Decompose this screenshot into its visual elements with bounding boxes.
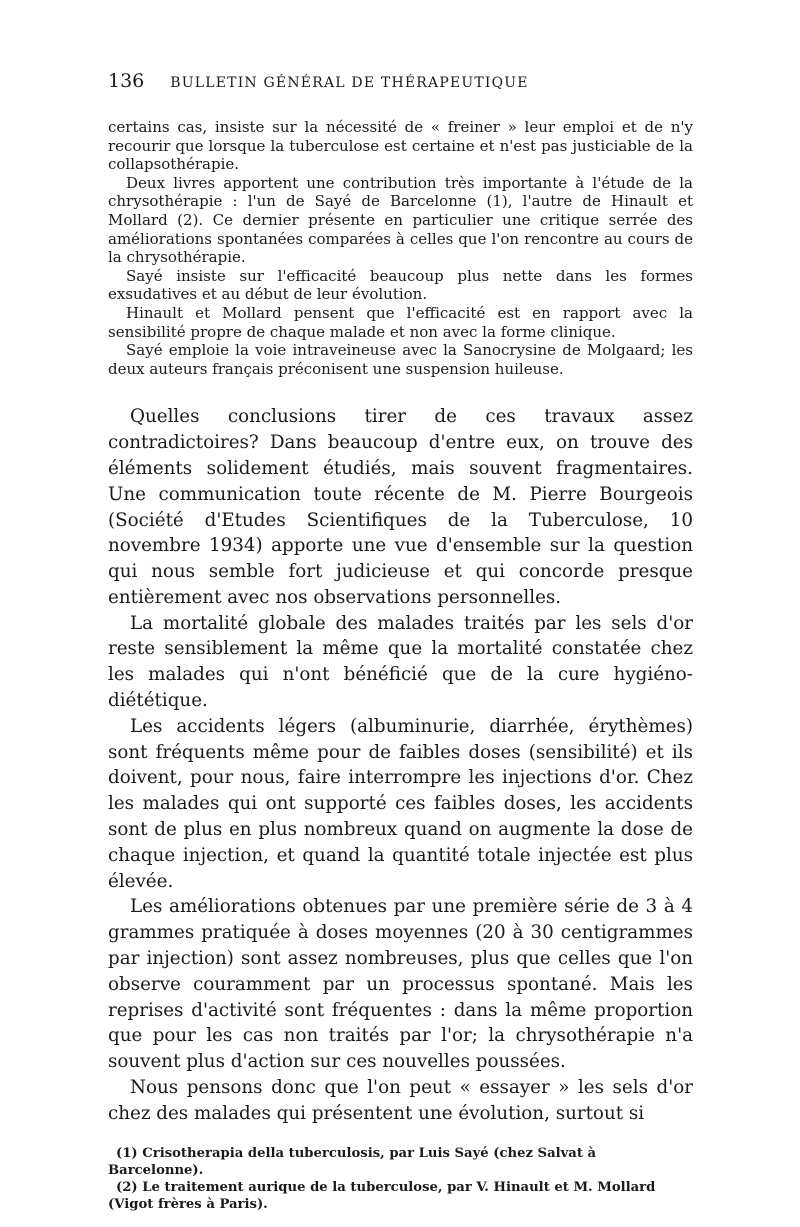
footnotes — [108, 1145, 693, 1213]
small-paragraph: certains cas, insiste sur la nécessité de « freiner » leur emploi et de n'y recourir que lorsque la tuberculose est certaine et n'est pas justiciable de la collapsothérapie. — [108, 118, 693, 174]
small-paragraph: Hinault et Mollard pensent que l'efficacité est en rapport avec la sensibilité propre de chaque malade et non avec la forme clinique. — [108, 303, 693, 341]
body-paragraph: Nous pensons donc que l'on peut « essayer » les sels d'or chez des malades qui présentent une évolution, surtout si — [108, 1077, 693, 1124]
small-print-section — [108, 118, 693, 378]
body-paragraph: Les améliorations obtenues par une première série de 3 à 4 grammes pratiquée à doses moyennes (20 à 30 centigrammes par injection) sont assez nombreuses, plus que celles que l'on observe couramment par un processus spontané. Mais les reprises d'activité sont fréquentes : dans la même proportion que pour les cas non traités par l'or; la chrysothérapie n'a souvent plus d'action sur ces nouvelles poussées. — [108, 896, 693, 1073]
footnote: (1) Crisotherapia della tuberculosis, par Luis Sayé (chez Salvat à Barcelonne). — [108, 1145, 597, 1178]
body-paragraph: Les accidents légers (albuminurie, diarrhée, érythèmes) sont fréquents même pour de faibles doses (sensibilité) et ils doivent, pour nous, faire interrompre les injections d'or. Chez les malades qui ont supporté ces faibles doses, les accidents sont de plus en plus nombreux quand on augmente la dose de chaque injection, et quand la quantité totale injectée est plus élevée. — [108, 715, 693, 892]
footnote: (2) Le traitement aurique de la tuberculose, par V. Hinault et M. Mollard (Vigot frères à Paris). — [108, 1179, 656, 1212]
small-paragraph: Sayé insiste sur l'efficacité beaucoup plus nette dans les formes exsudatives et au début de leur évolution. — [108, 266, 693, 304]
page-header — [108, 70, 693, 100]
body-paragraph: Quelles conclusions tirer de ces travaux assez contradictoires? Dans beaucoup d'entre eux, on trouve des éléments solidement étudiés, mais souvent fragmentaires. Une communication toute récente de M. Pierre Bourgeois (Société d'Etudes Scientifiques de la Tuberculose, 10 novembre 1934) apporte une vue d'ensemble sur la question qui nous semble fort judicieuse et qui concorde presque entièrement avec nos observations personnelles. — [108, 406, 693, 608]
small-paragraph: Sayé emploie la voie intraveineuse avec la Sanocrysine de Molgaard; les deux auteurs français préconisent une suspension huileuse. — [108, 341, 693, 378]
body-text-section — [108, 404, 693, 1126]
small-paragraph: Deux livres apportent une contribution très importante à l'étude de la chrysothérapie : l'un de Sayé de Barcelonne (1), l'autre de Hinault et Mollard (2). Ce dernier présente en particulier une critique serrée des améliorations spontanées comparées à celles que l'on rencontre au cours de la chrysothérapie. — [108, 173, 693, 267]
page-number: 136 — [108, 70, 145, 92]
running-title: BULLETIN GÉNÉRAL DE THÉRAPEUTIQUE — [170, 75, 529, 91]
body-paragraph: La mortalité globale des malades traités par les sels d'or reste sensiblement la même que la mortalité constatée chez les malades qui n'ont bénéficié que de la cure hygiéno-diététique. — [108, 612, 693, 712]
page — [108, 70, 693, 1213]
